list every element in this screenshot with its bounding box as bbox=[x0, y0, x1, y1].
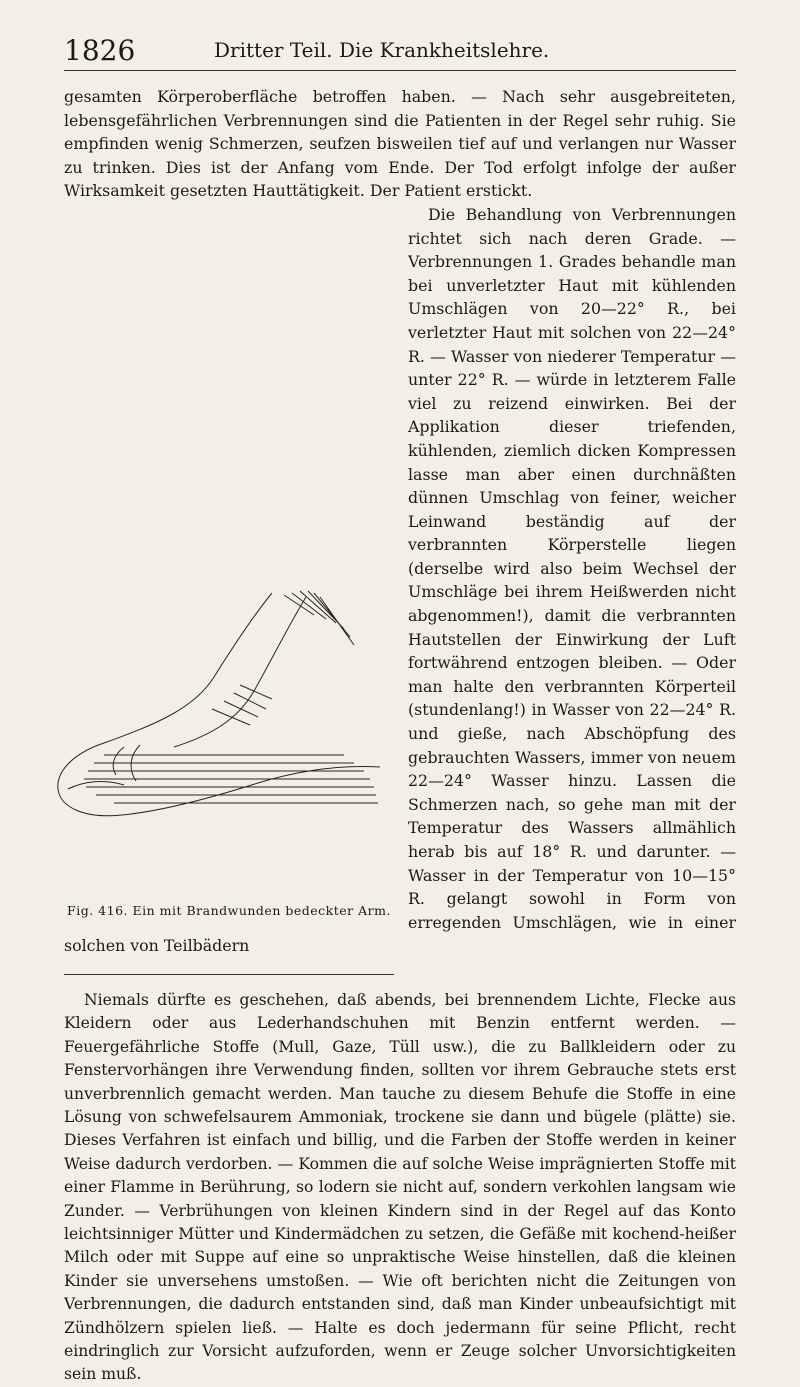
footnote: Niemals dürfte es geschehen, daß abends, bei brennendem Lichte, Flecke aus Kleidern oder aus Lederhandschuhen mit Benzin entfernt werden. — Feuergefährliche Stoffe (Mull, Gaze, Tüll usw.), die zu Ballkleidern oder zu Fenstervorhängen ihre Verwendung finden, sollten vor ihrem Gebrauche stets erst unverbrennlich gemacht werden. Man tauche zu diesem Behufe die Stoffe in eine Lösung von schwefelsaurem Ammoniak, trockene sie dann und bügele (plätte) sie. Dieses Verfahren ist einfach und billig, und die Farben der Stoffe werden in keiner Weise dadurch verdorben. — Kommen die auf solche Weise imprägnierten Stoffe mit einer Flamme in Berührung, so lodern sie nicht auf, sondern verkohlen langsam wie Zunder. — Verbrühungen von kleinen Kindern sind in der Regel auf das Konto leichtsinniger Mütter und Kindermädchen zu setzen, die Gefäße mit kochend-heißer Milch oder mit Suppe auf eine so unpraktische Weise hinstellen, daß die kleinen Kinder sie unversehens umstoßen. — Wie oft berichten nicht die Zeitungen von Verbrennungen, die dadurch entstanden sind, daß man Kinder unbeaufsichtigt mit Zündhölzern spielen ließ. — Halte es doch jedermann für seine Pflicht, recht eindringlich zur Vorsicht aufzuforden, wenn er Zeuge solcher Unvorsichtigkeiten sein muß. bbox=[64, 990, 736, 1384]
running-title: Dritter Teil. Die Krankheitslehre. bbox=[214, 38, 550, 62]
page bbox=[64, 30, 736, 1387]
burned-arm-illustration bbox=[44, 575, 394, 905]
figure-arm bbox=[44, 575, 394, 927]
paragraph-2-text: Die Behandlung von Verbrennungen richtet sich nach deren Grade. — Verbrennungen 1. Grades behandle man bei unverletzter Haut mit kühlenden Umschlägen von 20—22° R., bei verletzter Haut mit solchen von 22—24° R. — Wasser von niederer Temperatur — unter 22° R. — würde in letzterem Falle viel zu reizend einwirken. Bei der Applikation dieser triefenden, kühlenden, ziemlich dicken Kompressen lasse man aber einen durchnäßten dünnen Umschlag von feiner, weicher Leinwand beständig auf der verbrannten Körperstelle liegen (derselbe wird also beim Wechsel der Umschläge bei ihrem Heißwerden nicht abgenommen!), damit die verbrannten Hautstellen der Einwirkung der Luft fortwährend entzogen bleiben. — Oder man halte den verbrannten Körperteil (stundenlang!) in Wasser von 22—24° R. und gieße, nach Abschöpfung des gebrauchten Wassers, immer von neuem 22—24° Wasser hinzu. Lassen die Schmerzen nach, so gehe man mit der Temperatur des Wassers allmählich herab bis auf 18° R. und darunter. — Wasser in der Temperatur von 10—15° R. gelangt sowohl in Form von erregenden Umschlägen, wie in einer solchen von Teilbädern bbox=[64, 204, 736, 956]
footnote-rule bbox=[64, 974, 394, 975]
paragraph-1: gesamten Körperoberfläche betroffen haben. — Nach sehr ausgebreiteten, lebensgefährlichen Verbrennungen sind die Patienten in der Regel sehr ruhig. Sie empfinden wenig Schmerzen, seufzen bisweilen tief auf und verlangen nur Wasser zu trinken. Dies ist der Anfang vom Ende. Der Tod erfolgt infolge der außer Wirksamkeit gesetzten Hauttätigkeit. Der Patient erstickt. bbox=[64, 87, 736, 201]
page-number: 1826 bbox=[64, 34, 136, 67]
page-header bbox=[64, 30, 736, 71]
body-text bbox=[64, 85, 736, 958]
paragraph-2 bbox=[64, 203, 736, 958]
figure-caption: Fig. 416. Ein mit Brandwunden bedeckter Arm. bbox=[67, 903, 391, 919]
